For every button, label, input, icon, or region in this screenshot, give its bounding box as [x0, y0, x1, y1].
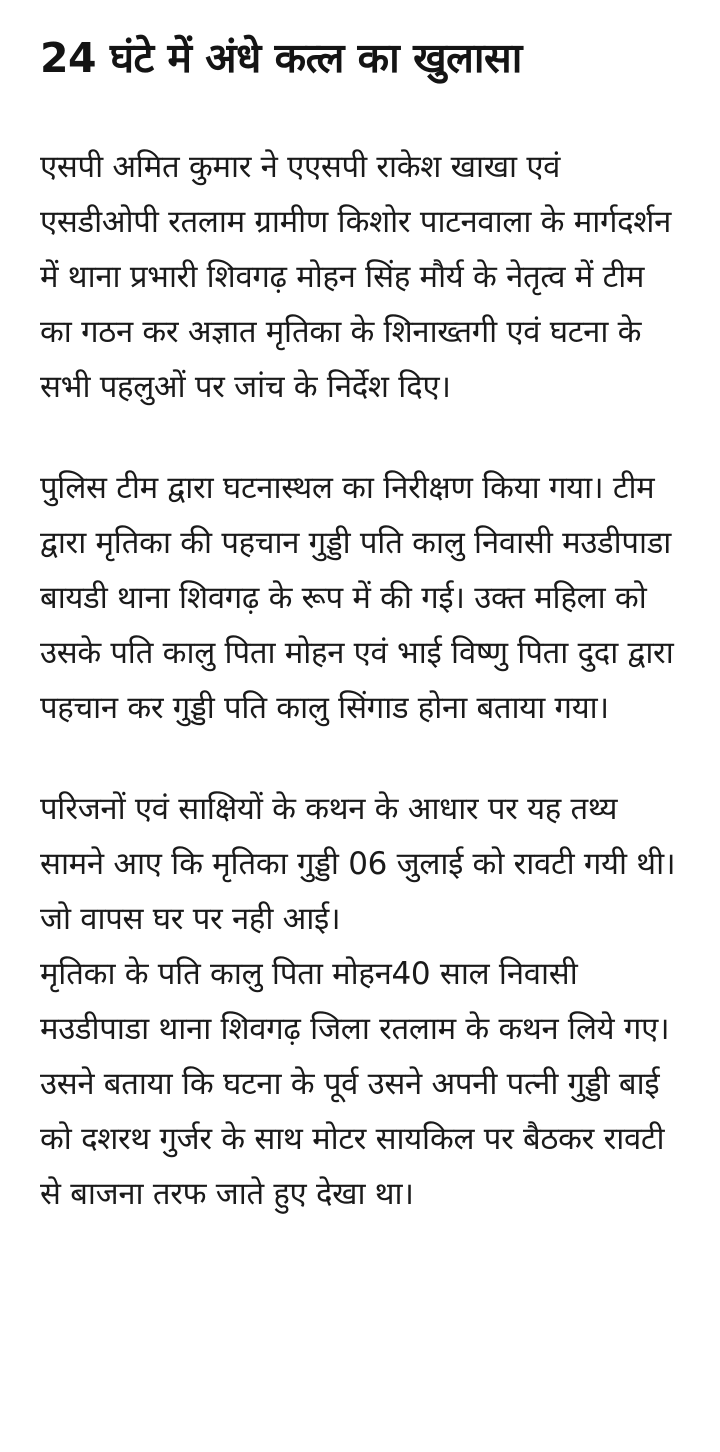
article-paragraph-2: पुलिस टीम द्वारा घटनास्थल का निरीक्षण किया गया। टीम द्वारा मृतिका की पहचान गुड्डी पति कालु निवासी मउडीपाडा बायडी थाना शिवगढ़ के रूप में की गई। उक्त महिला को उसके पति कालु पिता मोहन एवं भाई विष्णु पिता दुदा द्वारा पहचान कर गुड्डी पति कालु सिंगाड होना बताया गया।	[40, 470, 674, 726]
article-paragraph-3: परिजनों एवं साक्षियों के कथन के आधार पर यह तथ्य सामने आए कि मृतिका गुड्डी 06 जुलाई को रावटी गयी थी। जो वापस घर पर नही आई।	[40, 791, 676, 937]
article-paragraph-4: मृतिका के पति कालु पिता मोहन40 साल निवासी मउडीपाडा थाना शिवगढ़ जिला रतलाम के कथन लिये गए। उसने बताया कि घटना के पूर्व उसने अपनी पत्नी गुड्डी बाई को दशरथ गुर्जर के साथ मोटर सायकिल पर बैठकर रावटी से बाजना तरफ जाते हुए देखा था।	[40, 956, 670, 1212]
article-paragraph-1: एसपी अमित कुमार ने एएसपी राकेश खाखा एवं एसडीओपी रतलाम ग्रामीण किशोर पाटनवाला के मार्गदर्शन में थाना प्रभारी शिवगढ़ मोहन सिंह मौर्य के नेतृत्व में टीम का गठन कर अज्ञात मृतिका के शिनाख्तगी एवं घटना के सभी पहलुओं पर जांच के निर्देश दिए।	[40, 149, 671, 405]
article-headline: 24 घंटे में अंधे कत्ल का खुलासा	[40, 34, 522, 82]
